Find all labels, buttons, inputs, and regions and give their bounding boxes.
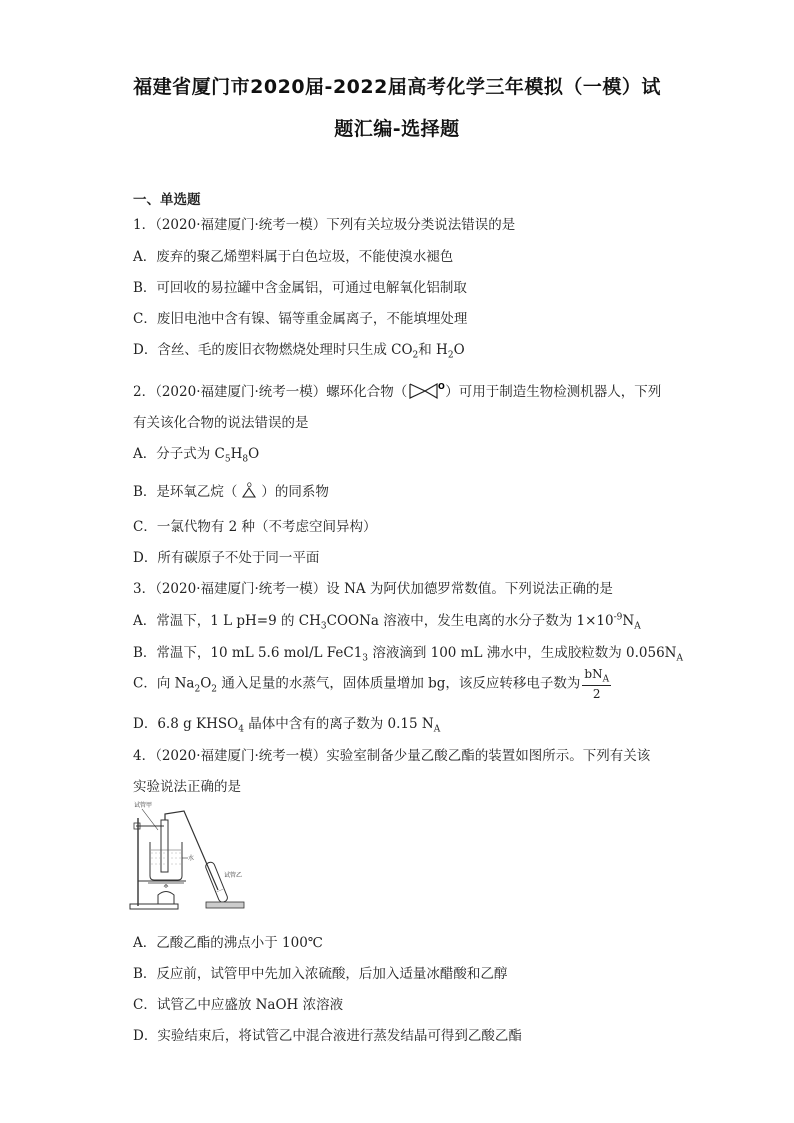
svg-text:O: O xyxy=(438,381,446,391)
electron-count-fraction: $\frac{bN_A}{2}$ xyxy=(584,667,610,702)
q4-stem-line-2: 实验说法正确的是 xyxy=(133,779,241,795)
q2-stem: 2．（2020·福建厦门·统考一模）螺环化合物（ O ）可用于制造生物检测机器人，下列 xyxy=(133,380,661,405)
q2-option-a: A．分子式为 $C_5H_8O$ xyxy=(133,446,260,465)
epoxy-ethane-figure xyxy=(237,482,261,504)
q2-option-b: B．是环氧乙烷（ O ）的同系物 xyxy=(133,480,329,504)
q4-option-a: A．乙酸乙酯的沸点小于 100℃ xyxy=(133,935,323,951)
document-title-line-1: 福建省厦门市2020届-2022届高考化学三年模拟（一模）试 xyxy=(133,76,661,98)
apparatus-figure xyxy=(128,798,248,918)
svg-text:O: O xyxy=(247,481,253,489)
q2-option-d: D．所有碳原子不处于同一平面 xyxy=(133,550,320,566)
spiro-compound-figure xyxy=(407,381,445,405)
q1-stem: 1．（2020·福建厦门·统考一模）下列有关垃圾分类说法错误的是 xyxy=(133,217,516,233)
q1-option-b: B．可回收的易拉罐中含金属铝，可通过电解氧化铝制取 xyxy=(133,280,467,296)
q3-option-a: A．常温下，1 L pH=9 的 $CH_3COONa$ 溶液中，发生电离的水分子数为 $1\times 10^{-9}N_A$ xyxy=(133,612,641,632)
document-title-line-2: 题汇编-选择题 xyxy=(334,118,460,140)
tube-a-label: 试管甲 xyxy=(134,802,153,809)
q2-option-c: C．一氯代物有 2 种（不考虑空间异构） xyxy=(133,519,377,535)
q1-option-c: C．废旧电池中含有镍、镉等重金属离子，不能填埋处理 xyxy=(133,311,468,327)
q1-option-d: D．含丝、毛的废旧衣物燃烧处理时只生成 $CO_2$和 $H_2O$ xyxy=(133,342,465,361)
q4-stem: 4．（2020·福建厦门·统考一模）实验室制备少量乙酸乙酯的装置如图所示。下列有关该 xyxy=(133,748,651,764)
q3-stem: 3．（2020·福建厦门·统考一模）设 NA 为阿伏加德罗常数值。下列说法正确的是 xyxy=(133,581,613,597)
q3-option-b: B．常温下，10 mL 5.6 mol/L $FeC1_3$ 溶液滴到 100 mL 沸水中，生成胶粒数为 $0.056N_A$ xyxy=(133,645,683,664)
q3-option-d: D．6.8 g $KHSO_4$ 晶体中含有的离子数为 0.15 $N_A$ xyxy=(133,716,441,735)
tube-b-label: 试管乙 xyxy=(224,872,243,879)
q4-option-c: C．试管乙中应盛放 NaOH 浓溶液 xyxy=(133,997,344,1013)
q4-option-d: D．实验结束后，将试管乙中混合液进行蒸发结晶可得到乙酸乙酯 xyxy=(133,1028,522,1044)
q4-option-b: B．反应前，试管甲中先加入浓硫酸，后加入适量冰醋酸和乙醇 xyxy=(133,966,508,982)
water-label: 水 xyxy=(188,855,195,862)
ester-apparatus-diagram xyxy=(128,798,248,914)
q3-option-c: C．向 $Na_2O_2$ 通入足量的水蒸气，固体质量增加 bg，该反应转移电子数为 $\frac{bN_A}{2}$ xyxy=(133,667,610,702)
section-heading: 一、单选题 xyxy=(133,192,201,208)
q1-option-a: A．废弃的聚乙烯塑料属于白色垃圾，不能使溴水褪色 xyxy=(133,249,454,265)
q2-stem-line-2: 有关该化合物的说法错误的是 xyxy=(133,415,309,431)
